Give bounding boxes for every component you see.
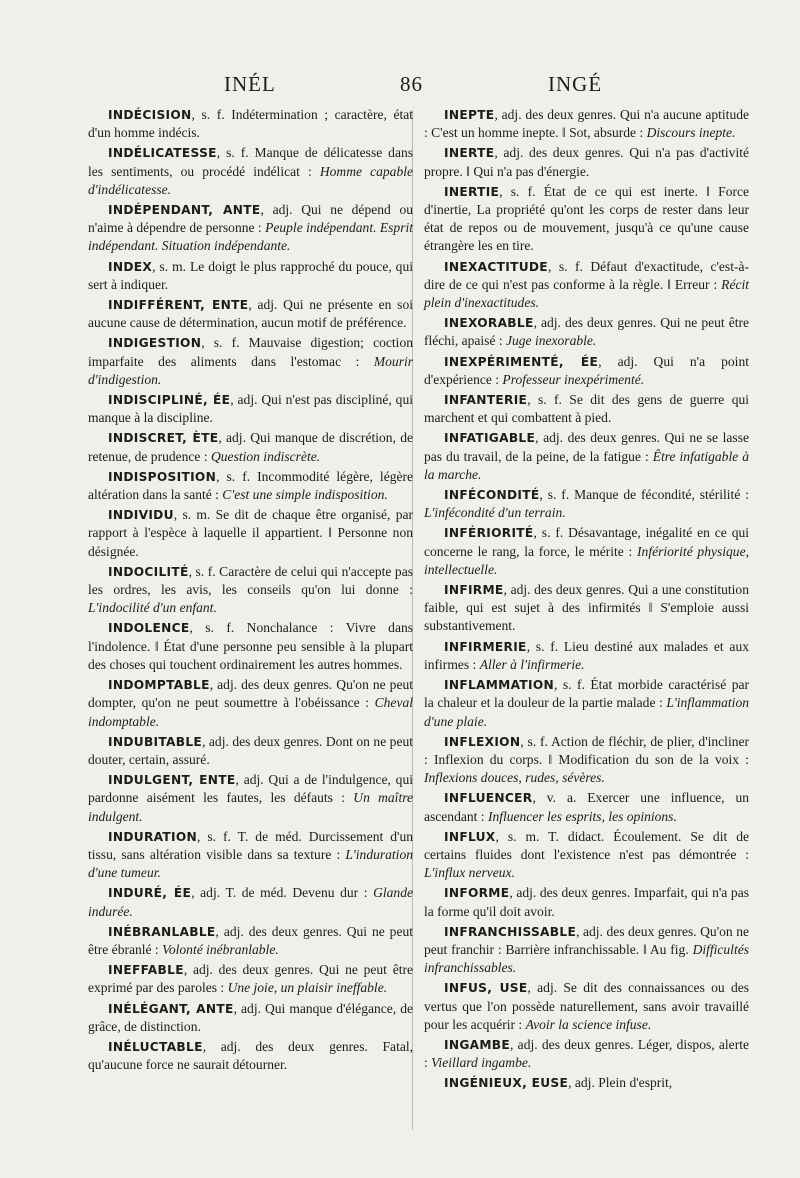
definition: T. de méd. Durcissement d'un tissu, sans altération visible dans sa texture : [88,828,413,862]
definition: Caractère de celui qui n'accepte pas les ordres, les avis, les conseils qu'on lui donne : [88,563,413,598]
headword: INFORME [444,886,510,901]
definition: Lieu destiné aux malades et aux infirmes : [424,638,749,672]
example: Vieillard ingambe. [431,1055,532,1071]
part-of-speech: , adj. [235,772,264,788]
part-of-speech: , adj. [494,107,522,122]
definition: des deux genres. Qui n'a pas d'activité propre. ‖ Qui n'a pas d'énergie. [424,145,749,179]
definition: des deux genres. Dont on ne peut douter, certain, assuré. [88,733,413,767]
page-header [0,72,800,100]
part-of-speech: , s. f. [189,620,235,636]
dictionary-entry [424,106,749,142]
part-of-speech: , adj. [230,392,258,408]
example: Récit plein d'inexactitudes. [424,276,749,311]
dictionary-entry [88,258,413,294]
example: Infériorité physique, intellectuelle. [424,543,749,577]
definition: des deux genres. Qui a une constitution faible, qui est sujet à des infirmités ‖ S'emploie aussi substantivement. [424,582,749,634]
part-of-speech: , v. a. [532,790,577,806]
headword: INDEX [108,259,153,274]
headword: INEFFABLE [108,963,184,978]
example: Aller à l'infirmerie. [479,656,585,672]
dictionary-entry [424,979,749,1034]
headword: INDULGENT, ENTE [108,773,236,788]
part-of-speech: , s. f. [188,563,216,579]
part-of-speech: , s. f. [499,183,536,199]
example: Un maître indulgent. [88,790,413,824]
dictionary-entry [424,144,749,180]
dictionary-entry [88,771,413,826]
dictionary-entry [88,391,413,427]
example: Volonté inébranlable. [162,941,279,957]
headword: INDOCILITÉ [108,564,189,579]
definition: des deux genres. Léger, dispos, alerte : [424,1036,749,1071]
definition: Mauvaise digestion; coction imparfaite des aliments dans l'estomac : [88,335,413,369]
dictionary-entry [424,884,749,920]
headword: INDOMPTABLE [108,678,210,693]
headword: INDISCRET, ÈTE [108,431,219,446]
part-of-speech: , s. m. [495,828,540,844]
part-of-speech: , adj. [494,145,524,161]
definition: des deux genres. Qui ne peut être fléchi, apaisé : [424,315,749,349]
part-of-speech: , adj. [183,962,213,978]
part-of-speech: , adj. [215,923,244,939]
left-column [88,106,413,1076]
right-column [424,106,749,1095]
dictionary-entry [88,1000,413,1036]
headword: INERTIE [444,184,500,199]
part-of-speech: , s. m. [173,507,211,523]
part-of-speech: , s. f. [191,107,225,122]
part-of-speech: , adj. [598,353,638,369]
headword: INFIRMERIE [444,639,527,654]
example: Mourir d'indigestion. [88,353,413,387]
example: L'indocilité d'un enfant. [88,600,217,616]
definition: des deux genres. Qui ne peut être exprimé par des paroles : [88,962,413,996]
example: Inflexions douces, rudes, sévères. [424,770,605,786]
headword: INDÉCISION [108,108,192,122]
headword: INDURÉ, ÉE [108,886,192,901]
headword: INDURATION [108,829,198,844]
example: Influencer les esprits, les opinions. [487,808,677,824]
part-of-speech: , adj. [509,885,537,901]
part-of-speech: , adj. [527,980,558,996]
dictionary-entry [424,524,749,579]
definition: Qui n'est pas discipliné, qui manque à la discipline. [88,392,413,426]
definition: Manque de délicatesse dans les sentiments, ou procédé indélicat : [88,145,413,179]
definition: Qui manque d'élégance, de grâce, de distinction. [88,1000,413,1034]
dictionary-entry [88,1038,413,1074]
part-of-speech: , s. f. [520,733,548,749]
dictionary-entry [88,923,413,959]
dictionary-entry [88,296,413,332]
dictionary-entry [424,638,749,674]
dictionary-entry [424,733,749,788]
headword: INFLEXION [444,734,521,749]
dictionary-entry [88,468,413,504]
part-of-speech: , adj. [576,923,603,939]
definition: Manque de fécondité, stérilité : [569,487,749,503]
example: L'infécondité d'un terrain. [424,505,566,521]
dictionary-entry [88,144,413,199]
dictionary-entry [424,1036,749,1072]
dictionary-entry [88,961,413,997]
part-of-speech: , s. f. [554,677,585,693]
part-of-speech: , s. f. [526,638,559,654]
part-of-speech: , adj. [202,1038,241,1054]
part-of-speech: , s. m. [152,258,186,274]
headword: INGAMBE [444,1037,511,1052]
part-of-speech: , adj. [248,297,278,313]
example: Une joie, un plaisir ineffable. [227,980,388,996]
dictionary-entry [88,506,413,561]
example: Homme capable d'indélicatesse. [88,163,414,197]
dictionary-entry [424,828,749,883]
example: Difficultés infranchissables. [424,941,749,976]
dictionary-entry [88,676,413,731]
right-guide-word: INGÉ [548,72,603,96]
dictionary-entry [424,429,749,484]
definition: des deux genres. Qui ne peut être ébranlé : [88,923,413,957]
definition: Plein d'esprit, [594,1075,673,1091]
dictionary-entry [424,258,749,313]
dictionary-entry [424,789,749,825]
part-of-speech: , s. f. [216,145,249,161]
headword: INFLAMMATION [444,678,555,693]
headword: INFLUENCER [444,791,533,806]
part-of-speech: , adj. [191,885,221,901]
part-of-speech: , adj. [568,1075,595,1091]
dictionary-entry [424,391,749,427]
headword: INDIGESTION [108,336,202,351]
definition: des deux genres. Imparfait, qui n'a pas la forme qu'il doit avoir. [424,885,749,919]
definition: Désavantage, inégalité en ce qui concerne le rang, la force, le mérite : [424,525,750,559]
dictionary-entry [88,106,413,142]
definition: Action de fléchir, de plier, d'incliner : Inflexion du corps. ‖ Modification du son de la voix : [424,733,750,767]
headword: INFUS, USE [444,981,528,996]
example: C'est une simple indisposition. [222,487,388,503]
headword: INÉBRANLABLE [108,924,216,939]
headword: INÉLUCTABLE [108,1039,203,1054]
part-of-speech: , s. f. [547,258,583,274]
definition: des deux genres. Qui n'a aucune aptitude : C'est un homme inepte. ‖ Sot, absurde : [424,107,749,141]
definition: Se dit de chaque être organisé, par rapport à l'espèce à laquelle il appartient. ‖ Personne non désignée. [88,507,413,559]
headword: INFÉRIORITÉ [444,526,534,541]
example: Professeur inexpérimenté. [502,371,645,387]
dictionary-entry [424,183,749,256]
dictionary-entry [88,733,413,769]
headword: INGÉNIEUX, EUSE [444,1076,569,1091]
definition: État morbide caractérisé par la chaleur et la douleur de la partie malade : [424,677,749,711]
definition: Qui a de l'indulgence, qui pardonne aisément les fautes, les défauts : [88,772,413,806]
dictionary-entry [424,923,749,978]
dictionary-entry [424,676,749,731]
part-of-speech: , adj. [202,733,229,749]
headword: INERTE [444,146,495,161]
part-of-speech: , adj. [533,315,561,331]
definition: des deux genres. Qu'on ne peut franchir : Barrière infranchissable. ‖ Au fig. [424,923,749,957]
part-of-speech: , s. f. [201,335,240,351]
part-of-speech: , adj. [209,677,238,693]
headword: INFÉCONDITÉ [444,488,540,503]
page-number: 86 [400,72,423,96]
dictionary-entry [424,353,749,389]
definition: Exercer une influence, un ascendant : [424,790,749,824]
definition: État de ce qui est inerte. ‖ Force d'inertie, La propriété qu'ont les corps de rester dans leur état de repos ou de mouvement, jusqu'à ce qu'une cause étrangère les en tire. [424,183,750,254]
definition: Incommodité légère, légère altération dans la santé : [88,468,414,503]
left-guide-word: INÉL [224,72,276,96]
headword: INEXORABLE [444,316,534,331]
definition: des deux genres. Qui ne se lasse pas du travail, de la peine, de la fatigue : [424,430,749,464]
definition: Défaut d'exactitude, c'est-à-dire de ce qui n'est pas conforme à la règle. ‖ Erreur : [424,258,750,292]
part-of-speech: , adj. [233,1000,261,1016]
definition: Qui manque de discrétion, de retenue, de prudence : [88,430,413,464]
part-of-speech: , s. f. [539,487,570,503]
definition: Nonchalance : Vivre dans l'indolence. ‖ État d'une personne peu sensible à la plupart des choses qui touchent ordinairement les autres hommes. [88,620,414,672]
dictionary-entry [88,619,413,674]
definition: T. de méd. Devenu dur : [220,885,374,901]
example: Glande indurée. [88,885,413,919]
example: Juge inexorable. [506,333,597,349]
headword: INDÉPENDANT, ANTE [108,203,261,218]
example: L'influx nerveux. [424,865,515,881]
headword: INEXACTITUDE [444,259,548,274]
part-of-speech: , adj. [218,430,246,446]
example: Discours inepte. [646,125,736,141]
headword: INDÉLICATESSE [108,146,217,161]
dictionary-entry [424,486,749,522]
example: Peuple indépendant. Esprit indépendant. Situation indépendante. [88,220,413,254]
part-of-speech: , adj. [510,1036,538,1052]
part-of-speech: , adj. [503,582,531,598]
headword: INDUBITABLE [108,734,203,749]
example: Question indiscrète. [211,448,321,464]
headword: INFLUX [444,829,496,844]
definition: Indétermination ; caractère, état d'un homme indécis. [88,107,413,141]
definition: Se dit des connaissances ou des vertus que l'on possède naturellement, sans avoir travaillé pour les acquérir : [424,980,749,1032]
definition: Qui ne présente en soi aucune cause de détermination, aucun motif de préférence. [88,297,413,331]
definition: Le doigt le plus rapproché du pouce, qui sert à indiquer. [88,258,413,292]
headword: INFIRME [444,583,504,598]
definition: Se dit des gens de guerre qui marchent et qui combattent à pied. [424,392,750,426]
dictionary-entry [88,828,413,883]
definition: Qui n'a point d'expérience : [424,353,749,387]
dictionary-entry [88,201,413,256]
dictionary-entry [424,581,749,636]
headword: INÉLÉGANT, ANTE [108,1001,234,1016]
definition: des deux genres. Qu'on ne peut dompter, qu'on ne peut soumettre à l'obéissance : [88,677,413,711]
dictionary-entry [424,314,749,350]
part-of-speech: , s. f. [197,828,231,844]
part-of-speech: , s. f. [527,392,562,408]
headword: INEPTE [444,108,495,122]
dictionary-entry [88,334,413,389]
dictionary-entry [88,429,413,465]
dictionary-entry [88,563,413,618]
headword: INDOLENCE [108,621,190,636]
definition: T. didact. Écoulement. Se dit de certains fluides dont l'existence n'est pas démontrée : [424,828,749,862]
part-of-speech: , adj. [535,430,564,446]
definition: Qui ne dépend ou n'aime à dépendre de personne : [88,202,414,236]
headword: INDIVIDU [108,508,174,523]
headword: INDIFFÉRENT, ENTE [108,298,249,313]
dictionary-entry [88,884,413,920]
headword: INFRANCHISSABLE [444,924,577,939]
part-of-speech: , s. f. [533,525,564,541]
part-of-speech: , adj. [260,202,293,218]
definition: des deux genres. Fatal, qu'aucune force ne saurait détourner. [88,1038,413,1073]
dictionary-entry [424,1074,749,1092]
example: Être infatigable à la marche. [424,448,749,482]
headword: INEXPÉRIMENTÉ, ÉE [444,354,599,369]
part-of-speech: , s. f. [216,468,251,484]
example: L'inflammation d'une plaie. [424,695,749,729]
example: Cheval indomptable. [88,695,413,729]
headword: INDISCIPLINÉ, ÉE [108,393,231,408]
headword: INDISPOSITION [108,469,217,484]
example: Avoir la science infuse. [525,1016,652,1032]
headword: INFANTERIE [444,393,528,408]
example: L'induration d'une tumeur. [88,846,413,881]
headword: INFATIGABLE [444,431,536,446]
